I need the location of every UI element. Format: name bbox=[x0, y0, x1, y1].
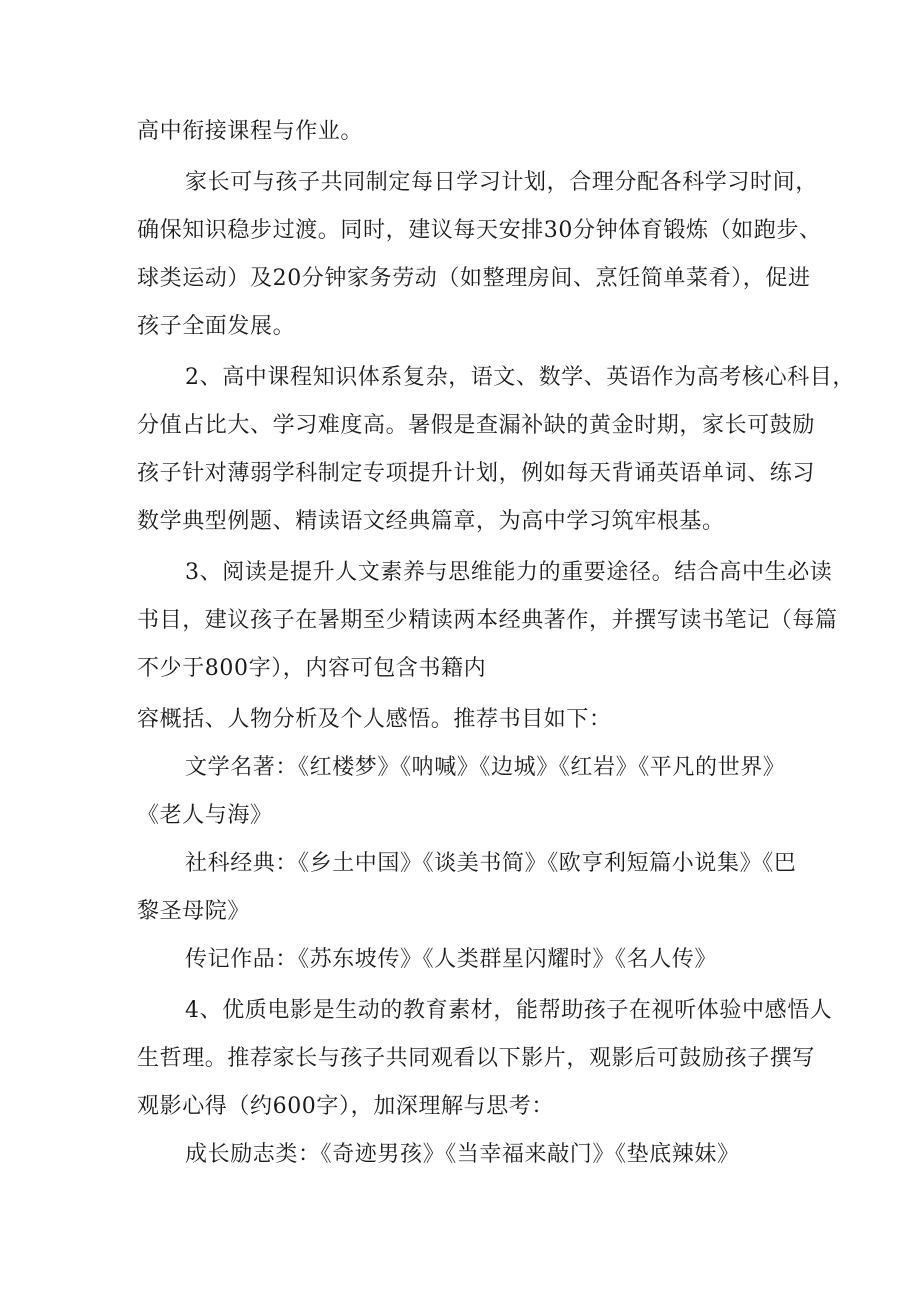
book-list-literature: 文学名著：《红楼梦》《呐喊》《边城》《红岩》《平凡的世界》 bbox=[185, 755, 786, 780]
text-line: 生哲理。推荐家长与孩子共同观看以下影片，观影后可鼓励孩子撰写 bbox=[137, 1046, 816, 1071]
text-line: 孩子全面发展。 bbox=[137, 314, 296, 339]
movie-list-inspirational: 成长励志类：《奇迹男孩》《当幸福来敲门》《垫底辣妹》 bbox=[185, 1142, 740, 1167]
paragraph-item-2: 2、高中课程知识体系复杂，语文、数学、英语作为高考核心科目， bbox=[185, 365, 855, 390]
book-list-social-science: 社科经典：《乡土中国》《谈美书简》《欧亨利短篇小说集》《巴 bbox=[185, 851, 797, 876]
text-line: 书目，建议孩子在暑期至少精读两本经典著作，并撰写读书笔记（每篇 bbox=[137, 608, 838, 633]
text-line: 容概括、人物分析及个人感悟。推荐书目如下： bbox=[137, 707, 612, 732]
text-line: 观影心得（约600字），加深理解与思考： bbox=[137, 1094, 554, 1119]
text-line: 黎圣母院》 bbox=[137, 899, 251, 924]
paragraph-item-4: 4、优质电影是生动的教育素材，能帮助孩子在视听体验中感悟人 bbox=[185, 998, 833, 1023]
paragraph-item-3: 3、阅读是提升人文素养与思维能力的重要途径。结合高中生必读 bbox=[185, 560, 833, 585]
text-line: 分值占比大、学习难度高。暑假是查漏补缺的黄金时期，家长可鼓励 bbox=[137, 413, 816, 438]
book-list-biography: 传记作品：《苏东坡传》《人类群星闪耀时》《名人传》 bbox=[185, 947, 718, 972]
text-line: 确保知识稳步过渡。同时，建议每天安排30分钟体育锻炼（如跑步、 bbox=[137, 218, 822, 243]
paragraph-study-plan: 家长可与孩子共同制定每日学习计划，合理分配各科学习时间， bbox=[185, 170, 818, 195]
text-line: 《老人与海》 bbox=[137, 803, 273, 828]
text-line: 高中衔接课程与作业。 bbox=[137, 119, 364, 144]
text-line: 孩子针对薄弱学科制定专项提升计划，例如每天背诵英语单词、练习 bbox=[137, 461, 816, 486]
text-line: 不少于800字），内容可包含书籍内 bbox=[137, 656, 487, 681]
text-line: 数学典型例题、精读语文经典篇章，为高中学习筑牢根基。 bbox=[137, 509, 725, 534]
text-line: 球类运动）及20分钟家务劳动（如整理房间、烹饪简单菜肴），促进 bbox=[137, 266, 811, 291]
